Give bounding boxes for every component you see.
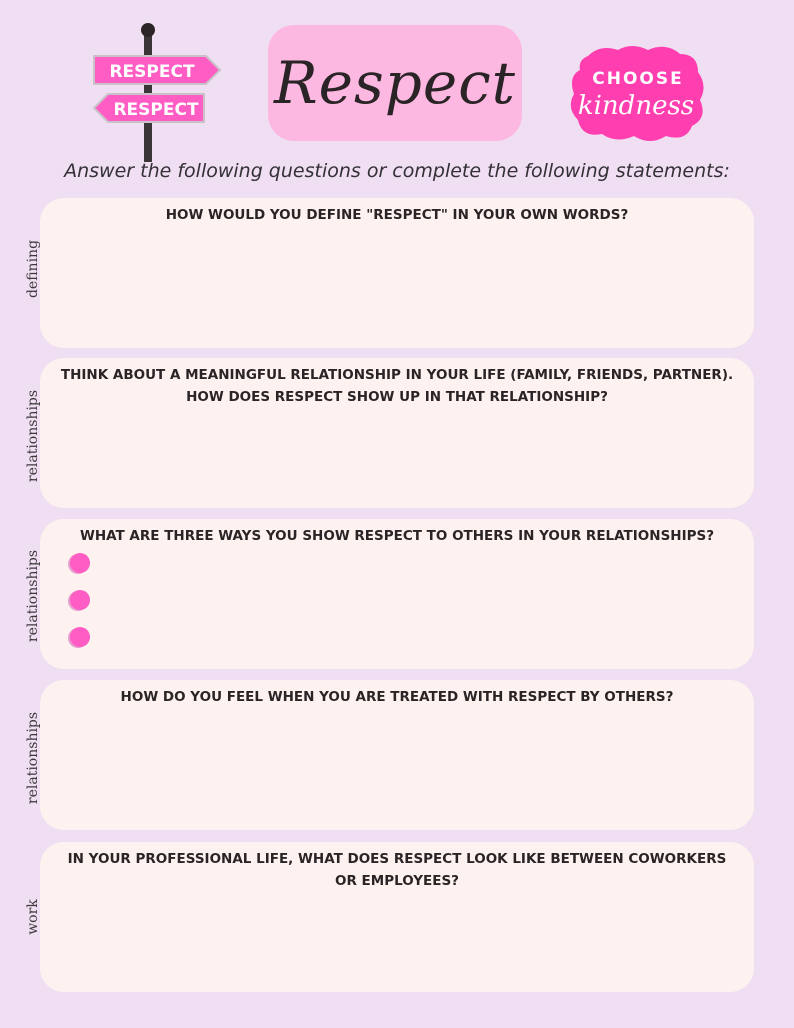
answer-card-feelings[interactable] [40,680,754,830]
question-text: HOW DO YOU FEEL WHEN YOU ARE TREATED WITH RESPECT BY OTHERS? [120,689,674,705]
side-label-text: work [25,899,41,935]
bullet-point-icon [70,590,90,610]
side-label-text: relationships [25,389,41,483]
signpost-icon [78,22,228,162]
question-text: WHAT ARE THREE WAYS YOU SHOW RESPECT TO OTHERS IN YOUR RELATIONSHIPS? [79,528,715,544]
page-title: Respect [273,49,516,117]
sign-top-text: RESPECT [109,62,195,82]
answer-card-relationship[interactable] [40,358,754,508]
answer-card-work[interactable] [40,842,754,992]
side-label-text: defining [25,239,41,299]
sticker-bottom-text: kindness [577,91,695,121]
sticker-top-text: CHOOSE [592,69,684,89]
instructions-text: Answer the following questions or complete the following statements: [64,160,730,182]
side-label-text: relationships [25,711,41,805]
title-box [268,25,522,141]
bullet-point-icon [70,553,90,573]
choose-kindness-sticker [566,42,708,144]
sign-bottom-text: RESPECT [113,100,199,120]
question-text: HOW WOULD YOU DEFINE "RESPECT" IN YOUR OWN WORDS? [165,207,629,223]
side-label-text: relationships [25,549,41,643]
worksheet-header [0,0,794,160]
bullet-point-icon [70,627,90,647]
question-text: THINK ABOUT A MEANINGFUL RELATIONSHIP IN YOUR LIFE (FAMILY, FRIENDS, PARTNER). HOW DOES RESPECT SHOW UP IN THAT RELATIONSHIP? [60,367,734,405]
answer-card-define[interactable] [40,198,754,348]
question-text: IN YOUR PROFESSIONAL LIFE, WHAT DOES RESPECT LOOK LIKE BETWEEN COWORKERS OR EMPLOYEES? [67,851,727,889]
answer-card-three-ways[interactable] [40,519,754,669]
